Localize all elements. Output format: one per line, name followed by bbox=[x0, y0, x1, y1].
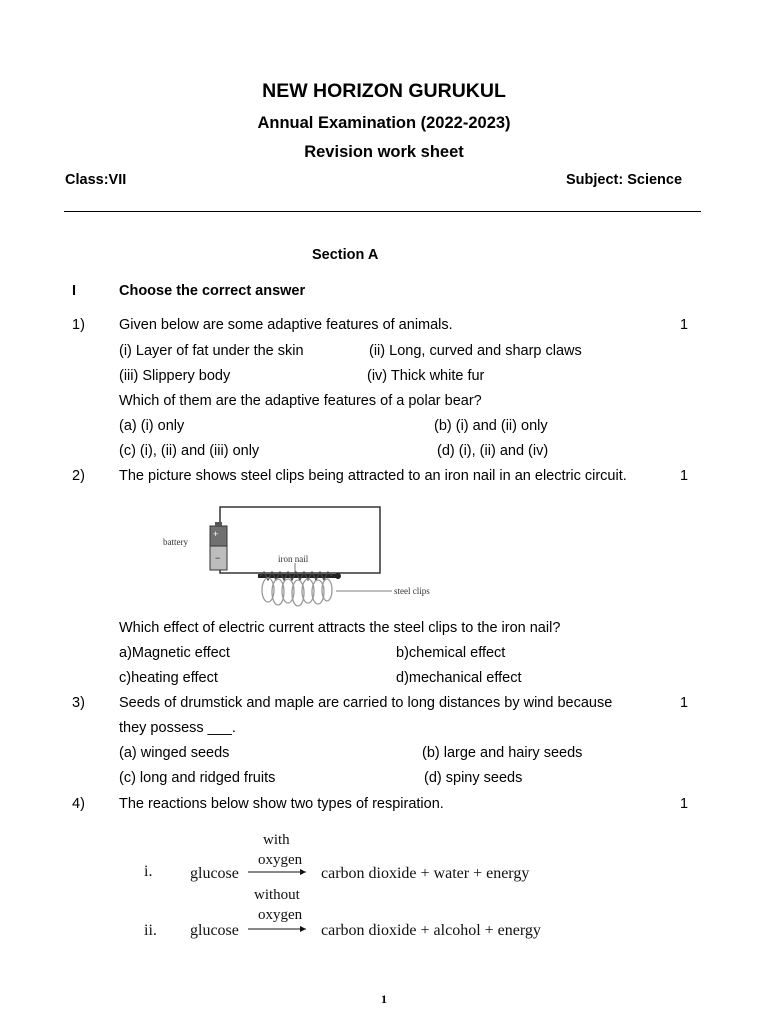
q1-marks: 1 bbox=[680, 317, 689, 333]
q3-text-continued: they possess ___. bbox=[119, 720, 236, 736]
reaction-1-condition-2: oxygen bbox=[258, 852, 303, 868]
q1-number: 1) bbox=[72, 317, 85, 333]
reaction-2-label: ii. bbox=[144, 922, 157, 939]
reaction-2-products: carbon dioxide + alcohol + energy bbox=[321, 922, 541, 939]
q1-text: Given below are some adaptive features of animals. bbox=[119, 317, 453, 333]
reaction-2-condition-1: without bbox=[254, 887, 300, 903]
q1-feature-1: (i) Layer of fat under the skin bbox=[119, 343, 304, 359]
school-name: NEW HORIZON GURUKUL bbox=[262, 80, 506, 102]
steel-clips bbox=[262, 578, 332, 606]
reaction-1-reactant: glucose bbox=[190, 865, 239, 882]
reaction-2-arrow-head bbox=[300, 926, 306, 932]
q4-marks: 1 bbox=[680, 796, 689, 812]
q2-number: 2) bbox=[72, 468, 85, 484]
q1-prompt: Which of them are the adaptive features of a polar bear? bbox=[119, 393, 482, 409]
q2-prompt: Which effect of electric current attracts the steel clips to the iron nail? bbox=[119, 620, 561, 636]
reaction-1-arrow-head bbox=[300, 869, 306, 875]
battery-terminal bbox=[215, 522, 222, 526]
q1-option-c: (c) (i), (ii) and (iii) only bbox=[119, 443, 260, 459]
class-label: Class:VII bbox=[65, 172, 127, 188]
q2-option-c: c)heating effect bbox=[119, 670, 218, 686]
exam-title: Annual Examination (2022-2023) bbox=[257, 114, 511, 132]
page-number: 1 bbox=[381, 992, 387, 1006]
worksheet-title: Revision work sheet bbox=[304, 143, 464, 161]
q1-feature-4: (iv) Thick white fur bbox=[367, 368, 485, 384]
q2-text: The picture shows steel clips being attracted to an iron nail in an electric circuit. bbox=[119, 468, 627, 484]
section-instruction: Choose the correct answer bbox=[119, 283, 306, 299]
reaction-2-condition-2: oxygen bbox=[258, 907, 303, 923]
q1-option-d: (d) (i), (ii) and (iv) bbox=[437, 443, 549, 459]
subject-label: Subject: Science bbox=[566, 172, 683, 188]
q1-option-b: (b) (i) and (ii) only bbox=[434, 418, 548, 434]
q3-number: 3) bbox=[72, 695, 85, 711]
reaction-2-reactant: glucose bbox=[190, 922, 239, 939]
q1-option-a: (a) (i) only bbox=[119, 418, 185, 434]
header-divider bbox=[64, 211, 701, 212]
q3-option-a: (a) winged seeds bbox=[119, 745, 230, 761]
clips-label: steel clips bbox=[394, 586, 430, 596]
q1-feature-2: (ii) Long, curved and sharp claws bbox=[369, 343, 582, 359]
nail-head bbox=[335, 573, 341, 579]
q4-text: The reactions below show two types of respiration. bbox=[119, 796, 444, 812]
reaction-1-condition-1: with bbox=[263, 832, 290, 848]
reaction-1-label: i. bbox=[144, 863, 153, 880]
q3-option-d: (d) spiny seeds bbox=[424, 770, 523, 786]
nail-label: iron nail bbox=[278, 554, 309, 564]
battery-plus: + bbox=[213, 529, 219, 539]
q3-option-b: (b) large and hairy seeds bbox=[422, 745, 583, 761]
section-roman: I bbox=[72, 283, 77, 299]
reaction-1-products: carbon dioxide + water + energy bbox=[321, 865, 530, 882]
q3-text: Seeds of drumstick and maple are carried to long distances by wind because bbox=[119, 695, 613, 711]
battery-label: battery bbox=[163, 537, 188, 547]
q3-marks: 1 bbox=[680, 695, 689, 711]
respiration-reactions bbox=[130, 826, 570, 950]
q1-feature-3: (iii) Slippery body bbox=[119, 368, 231, 384]
q2-option-d: d)mechanical effect bbox=[396, 670, 522, 686]
circuit-diagram bbox=[160, 498, 460, 610]
q2-option-b: b)chemical effect bbox=[396, 645, 506, 661]
q2-option-a: a)Magnetic effect bbox=[119, 645, 230, 661]
battery-minus: − bbox=[215, 553, 221, 563]
q3-option-c: (c) long and ridged fruits bbox=[119, 770, 276, 786]
section-title: Section A bbox=[312, 247, 379, 263]
q4-number: 4) bbox=[72, 796, 85, 812]
q2-marks: 1 bbox=[680, 468, 689, 484]
